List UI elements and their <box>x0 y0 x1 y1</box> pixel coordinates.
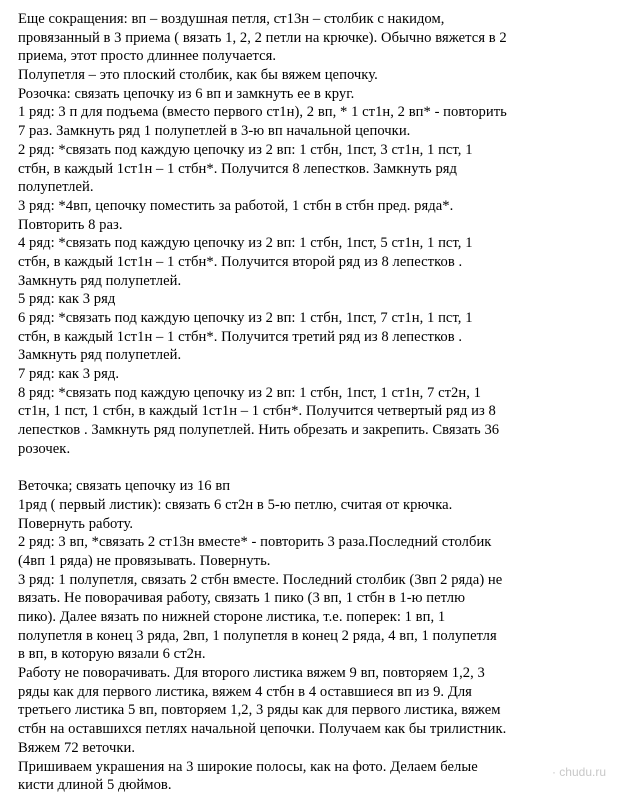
text-line: 2 ряд: 3 вп, *связать 2 ст13н вместе* - повторить 3 раза.Последний столбик <box>18 534 492 551</box>
text-line: 3 ряд: *4вп, цепочку поместить за работой, 1 стбн в стбн пред. ряда*. <box>18 197 454 214</box>
text-line: пико). Далее вязать по нижней стороне листика, т.е. поперек: 1 вп, 1 <box>18 609 446 625</box>
text-line: кисти длиной 5 дюймов. <box>18 777 172 794</box>
text-line: ст1н, 1 пст, 1 стбн, в каждый 1ст1н – 1 стбн*. Получится четвертый ряд из 8 <box>18 403 496 420</box>
text-line: третьего листика 5 вп, повторяем 1,2, 3 ряды как для первого листика, вяжем <box>18 702 501 719</box>
text-line: Розочка: связать цепочку из 6 вп и замкнуть ее в круг. <box>18 85 355 102</box>
text-line: (4вп 1 ряда) не провязывать. Повернуть. <box>18 552 271 569</box>
text-line: Замкнуть ряд полупетлей. <box>18 272 182 289</box>
text-line: Работу не поворачивать. Для второго листика вяжем 9 вп, повторяем 1,2, 3 <box>18 665 485 682</box>
text-line: 5 ряд: как 3 ряд <box>18 291 116 308</box>
text-line: вязать. Не поворачивая работу, связать 1 пико (3 вп, 1 стбн в 1-ю петлю <box>18 590 466 607</box>
text-line: Веточка; связать цепочку из 16 вп <box>18 478 231 495</box>
instruction-text <box>18 10 608 795</box>
text-line: 8 ряд: *связать под каждую цепочку из 2 вп: 1 стбн, 1пст, 1 ст1н, 7 ст2н, 1 <box>18 384 481 401</box>
watermark: · chudu.ru <box>551 765 606 779</box>
text-line: 1ряд ( первый листик): связать 6 ст2н в 5-ю петлю, считая от крючка. <box>18 496 453 513</box>
text-line: 3 ряд: 1 полупетля, связать 2 стбн вместе. Последний столбик (3вп 2 ряда) не <box>18 571 503 588</box>
text-line: полупетлей. <box>18 179 94 196</box>
text-line: приема, этот просто длиннее получается. <box>18 48 277 65</box>
text-line: стбн, в каждый 1ст1н – 1 стбн*. Получится второй ряд из 8 лепестков . <box>18 253 463 270</box>
text-line: в вп, в которую вязали 6 ст2н. <box>18 646 206 663</box>
text-line: стбн на оставшихся петлях начальной цепочки. Получаем как бы трилистник. <box>18 721 507 738</box>
text-line: Вяжем 72 веточки. <box>18 739 136 756</box>
text-line: лепестков . Замкнуть ряд полупетлей. Нить обрезать и закрепить. Связать 36 <box>18 422 500 439</box>
text-line: полупетля в конец 3 ряда, 2вп, 1 полупетля в конец 2 ряда, 4 вп, 1 полупетля <box>18 627 497 644</box>
text-line: Еще сокращения: вп – воздушная петля, ст13н – столбик с накидом, <box>18 11 445 27</box>
text-line: провязанный в 3 приема ( вязать 1, 2, 2 петли на крючке). Обычно вяжется в 2 <box>18 29 507 46</box>
text-line: 7 ряд: как 3 ряд. <box>18 366 120 383</box>
text-line: стбн, в каждый 1ст1н – 1 стбн*. Получится 8 лепестков. Замкнуть ряд <box>18 160 458 177</box>
text-line: стбн, в каждый 1ст1н – 1 стбн*. Получится третий ряд из 8 лепестков . <box>18 328 463 345</box>
text-line: 7 раз. Замкнуть ряд 1 полупетлей в 3-ю вп начальной цепочки. <box>18 123 411 140</box>
text-line: ряды как для первого листика, вяжем 4 стбн в 4 оставшиеся вп из 9. Для <box>18 683 472 700</box>
text-line: розочек. <box>18 440 71 457</box>
text-line: Полупетля – это плоский столбик, как бы вяжем цепочку. <box>18 67 378 84</box>
text-line: Повернуть работу. <box>18 515 134 532</box>
text-line: 2 ряд: *связать под каждую цепочку из 2 вп: 1 стбн, 1пст, 3 ст1н, 1 пст, 1 <box>18 141 473 158</box>
text-line <box>18 459 608 478</box>
text-line: 6 ряд: *связать под каждую цепочку из 2 вп: 1 стбн, 1пст, 7 ст1н, 1 пст, 1 <box>18 310 473 326</box>
text-line: 4 ряд: *связать под каждую цепочку из 2 вп: 1 стбн, 1пст, 5 ст1н, 1 пст, 1 <box>18 235 473 252</box>
text-line: 1 ряд: 3 п для подъема (вместо первого ст1н), 2 вп, * 1 ст1н, 2 вп* - повторить <box>18 104 507 121</box>
text-line: Повторить 8 раз. <box>18 216 123 233</box>
text-line: Замкнуть ряд полупетлей. <box>18 347 182 364</box>
text-line: Пришиваем украшения на 3 широкие полосы, как на фото. Делаем белые <box>18 758 478 775</box>
